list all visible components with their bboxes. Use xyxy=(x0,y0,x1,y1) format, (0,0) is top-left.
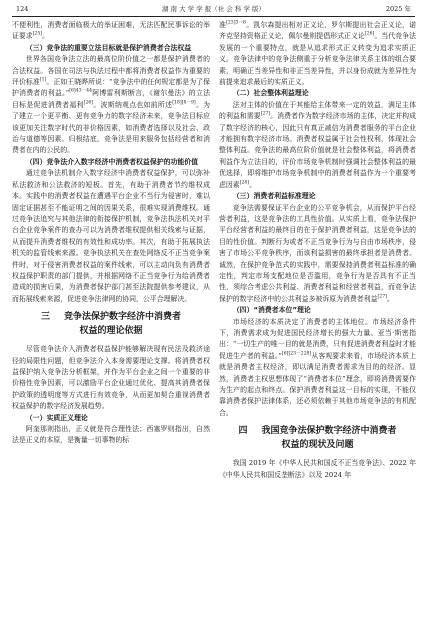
running-header xyxy=(12,0,415,16)
section-number: 三 xyxy=(40,312,50,323)
subsection-heading: （三）竞争法的重要立法目标就是保护消费者合法权益 xyxy=(25,43,192,52)
paragraph: 尽管竞争法介入消费者权益保护能够解决现有民法及救济途径的局限性问题，但竞争法介入本身需要理论支撑。将消费者权益保护纳入竞争法分析框架，并作为平台企业之间一个重要的非价格性竞争因素，可以激励平台企业通过优化、提高其消费者保护政策的透明度等方式进行有效竞争，从而更加契合重视消费者权益保护的数字经济发展趋势。 xyxy=(12,345,210,411)
citation: [23]3－8 xyxy=(226,20,246,26)
header-rule xyxy=(12,16,415,17)
paragraph: 通过竞争法机制介入数字经济中消费者权益保护，可以弥补私法救济和公法救济的短板。首先，有助于消费者节约维权成本。实践中的消费者权益在遭遇平台企业不当行为侵害时，难以固定证据甚至不能证明之间的因果关系，很难实现消费维权。通过竞争法追究与其他法律的衔接保护机制，竞争法执法机关对平台企业竞争案件的查办可以为消费者维权提供相关线索与证据，从而提升消费者维权的有效性和成功率。其次，有助于拓展执法机关的监管线索来源。竞争执法机关在查处网络反不正当竞争案件时，对于侵害消费者权益的案件线索，可以主动向负有消费者权益保护职责的部门提供，并根据网络不正当竞争行为给消费者造成的损害后果，为消费者保护部门甚至法院提供参考建议，从而拓展线索来源，促进竞争法律网的协同，公平合理解决。 xyxy=(12,169,210,303)
paragraph: 市场经济的本质决定了消费者的主体地位。市场经济条件下，消费需求成为促进国民经济增长的强大力量。亚当·斯密指出：“一切生产的唯一目的就是消费，只有促进消费者利益时才能促进生产者的利益。”[6][23－228]从客观要求来看，市场经济本质上就是消费者主权经济，即以满足消费者需求为目的的经济。显然，消费者主权思想体现了“消费者本位”理念，即将消费需要作为生产的起点和终点。保护消费者利益这一目标的实现，不能仅靠消费者保护法律体系，还必须依赖于其他市场竞争法的有机配合。 xyxy=(219,317,416,417)
citation: [25] xyxy=(32,32,43,38)
left-column xyxy=(12,20,210,635)
section-title-line: 权益的现状及问题 xyxy=(281,439,354,450)
citation: [26] xyxy=(83,100,94,106)
paragraph: 我国 2019 年《中华人民共和国反不正当竞争法》、2022 年《中华人民共和国反垄断法》以及 2024 年 xyxy=(219,459,416,479)
citation: [6]43－44 xyxy=(69,89,93,95)
section-heading xyxy=(12,311,210,338)
right-column xyxy=(219,20,416,635)
subsection-heading: （四）竞争法介入数字经济中消费者权益保护的功能价值 xyxy=(25,157,199,166)
subsection-heading: （一）实质正义理论 xyxy=(25,413,88,422)
citation: [18][8－9] xyxy=(172,100,196,106)
journal-title: 湖 南 大 学 学 报（社 会 科 学 版） xyxy=(161,5,266,13)
subsection-heading: （二）社会整体利益理论 xyxy=(232,89,309,98)
page-number: 124 xyxy=(16,5,29,13)
paragraph: 竞争法需要保证平台企业的公平竞争机会，从而保护平台经营者利益，这是竞争法的工具性价值。从实质上看，竞争法保护平台经营者利益的最终目的在于保护消费者利益，这是竞争法的目的性价值。判断行为或者不正当竞争行为与自由市场秩序，侵害了市场公平竞争秩序，而该利益损害的最终承担者是消费者。诚然，在保护竞争范式的实践中，需要保持消费者利益标准的确定性，判定市场支配地位是否滥用，竞争行为是否具有不正当性，须综合考虑公共利益、消费者利益和经营者利益，而竞争法保护的数字经济中的公共利益多被诉原为消费者利益[27]。 xyxy=(219,203,416,303)
subsection-heading: （三）消费者利益标准理论 xyxy=(232,192,316,201)
section-title-line: 权益的理论依据 xyxy=(79,325,143,336)
citation: [27] xyxy=(260,111,271,117)
subsection-heading: （四）“消费者本位”理论 xyxy=(232,306,311,315)
section-title-line: 竞争法保护数字经济中消费者 xyxy=(64,312,182,323)
citation: [6][23－228] xyxy=(281,351,312,357)
citation: [28] xyxy=(239,180,250,186)
section-heading xyxy=(219,425,416,452)
paragraph: 阿奎那则指出，正义就是符合理性法；西塞罗则指出，自然法是正义的本原，是衡量一切事物的标 xyxy=(12,425,210,445)
paragraph: 法对主体的价值在于其能给主体带来一定的效益，满足主体的利益和需要[27]。消费者作为数字经济市场的主体，决定并构成了数字经济的核心，因此只有真正减信为消费者服务的平台企业才能拥有数字经济市场。消费者权益属于社会性权利，体现社会整体利益。竞争法的最高位阶价值就是社会整体利益，将消费者利益作为立法目的，评价市场竞争机制时强调社会整体利益的最优选择，即将维护市场竞争机制中的消费者利益作为一个重要考虑因素[28]。 xyxy=(219,100,416,189)
paragraph: 准$^{[23]3-8}$。凯尔森提出相对正义论，罗尔斯提出社会正义论，诺齐克坚持资格正义论，佩尔曼则提倡形式正义论[26]。当代竞争法发展的一个重要特点，就是从追求形式正义转变为追求实质正义。竞争法律中的竞争法侧重于分析竞争法律关系主体的组合要素，明确正当差异性和非正当差异性，并以身份成就为差异性为前提来追求最后的实质正义。 xyxy=(219,20,416,87)
paragraph: 世界各国竞争法立法的最高位阶价值之一都是保护消费者的合法权益。各国在司法与执法过程中都将消费者权益作为重要的评价标准[1]。正如王晓晔所说：“竞争法中的任何规定都是为了保护消费者的利益。”$^{[6]43-44}$阿博雷利斯断言，《谢尔曼法》的立法目标是促进消费者福利[26]。波斯纳观点也如前所述[18][8－9]。为了建立一个更平衡、更有竞争力的数字经济未来，竞争法目标应该更加关注数字时代的非价格因素，如消费者选择以及社会、政治与道德等因素。归根结底，竞争法是用来服务包括经营者和消费者在内的公民的。 xyxy=(12,55,210,155)
section-number: 四 xyxy=(238,426,248,437)
citation: [27] xyxy=(377,294,387,300)
citation: [1] xyxy=(39,77,47,83)
section-title-line: 我国竞争法保护数字经济中消费者 xyxy=(261,426,397,437)
citation: [26] xyxy=(364,32,375,38)
publication-year: 2025 年 xyxy=(385,5,411,13)
paragraph: 不便利性，消费者面临极大的举证困难，无法匹配民事诉讼的举证要求[25]。 xyxy=(12,21,210,41)
